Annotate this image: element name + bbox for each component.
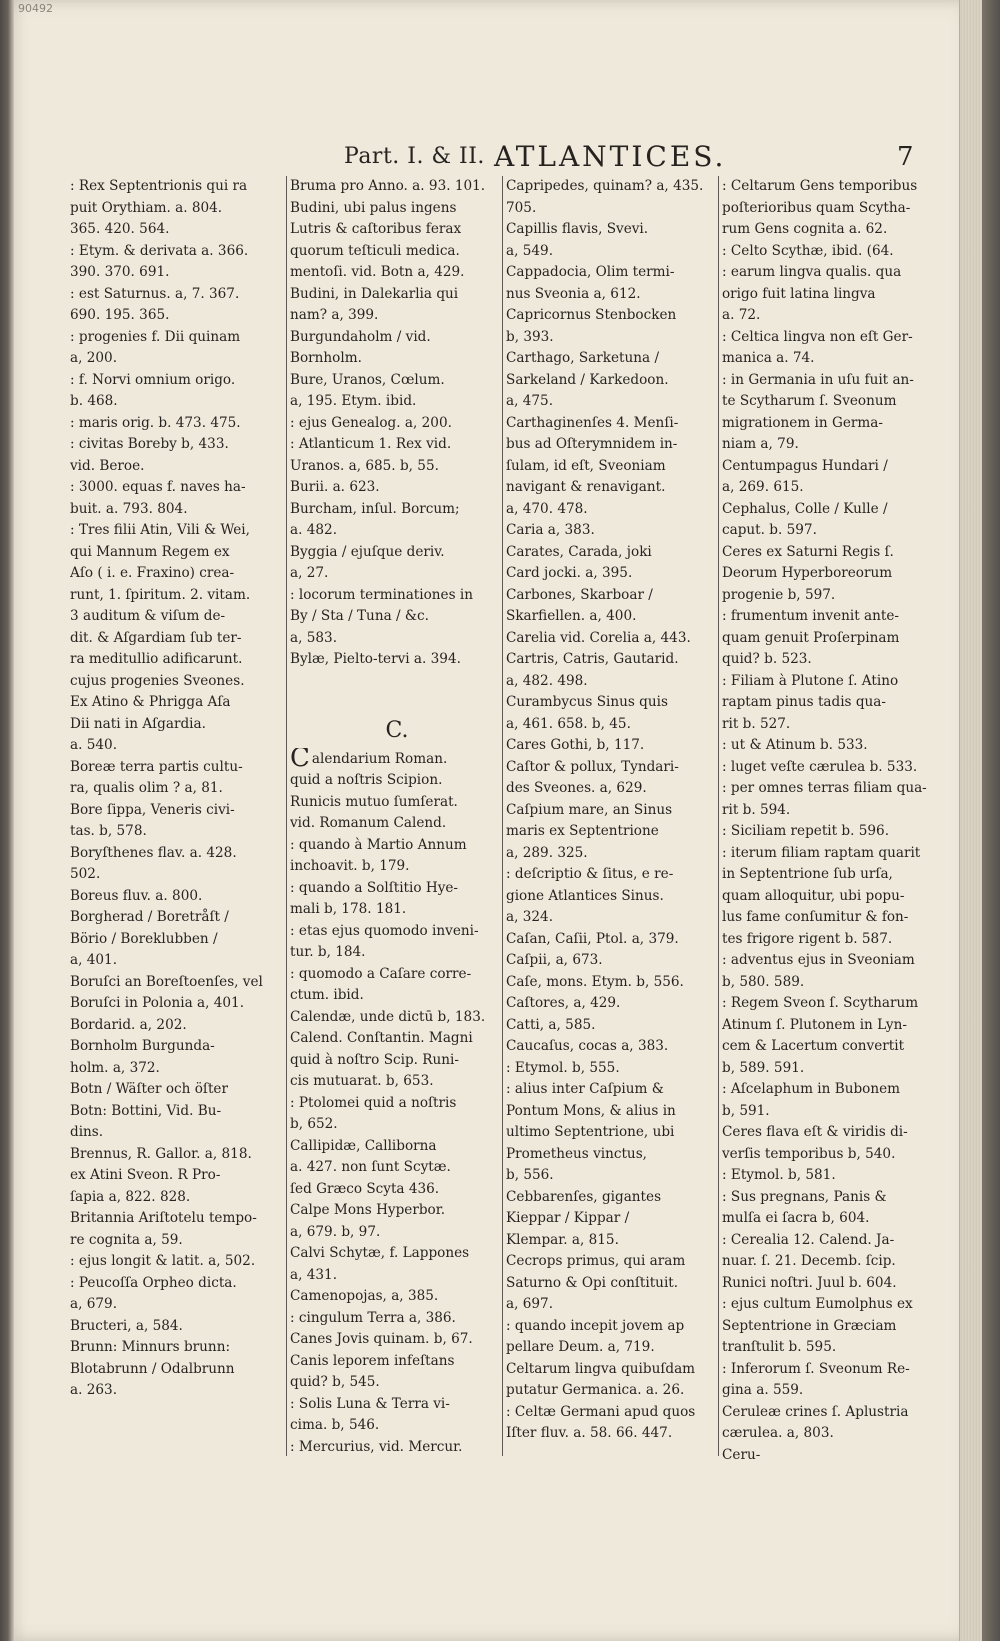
- index-line: [290, 748, 504, 771]
- index-line: : Aſcelaphum in Bubonem: [722, 1081, 901, 1097]
- index-line: : Tres filii Atin, Vili & Wei,: [70, 522, 250, 538]
- index-line: b. 468.: [70, 393, 118, 409]
- index-line: : locorum terminationes in: [290, 586, 473, 603]
- index-line: Kieppar / Kippar /: [506, 1210, 630, 1226]
- index-line: ultimo Septentrione, ubi: [506, 1124, 675, 1140]
- index-line: Carthaginenſes 4. Menſi-: [506, 414, 679, 431]
- index-line: rum Gens cognita a. 62.: [722, 221, 888, 237]
- index-line: : Solis Luna & Terra vi-: [290, 1395, 450, 1412]
- index-line: Boruſci an Boreſtoenſes, vel: [70, 973, 263, 990]
- index-line: buit. a. 793. 804.: [70, 500, 188, 517]
- index-line: Caſpii, a, 673.: [506, 952, 603, 968]
- column-rule: [286, 176, 287, 1456]
- index-line: a, 679.: [70, 1296, 118, 1312]
- index-line: Ceruleæ crines ſ. Aplustria: [722, 1403, 909, 1420]
- index-line: Bylæ, Pielto-tervi a. 394.: [290, 651, 461, 667]
- index-line: : Peucoſſa Orpheo dicta.: [70, 1274, 237, 1291]
- index-line: Carates, Carada, joki: [506, 543, 652, 560]
- index-line: : ejus longit & latit. a, 502.: [70, 1253, 256, 1269]
- index-line: ſed Græco Scyta 436.: [290, 1180, 440, 1197]
- index-line: quid? b. 523.: [722, 651, 812, 667]
- index-line: : quando incepit jovem ap: [506, 1317, 685, 1334]
- index-line: Calvi Schytæ, f. Lappones: [290, 1245, 470, 1261]
- index-line: Ceres flava eſt & viridis di-: [722, 1124, 908, 1140]
- index-line: Byggia / ejuſque deriv.: [290, 543, 445, 560]
- index-column-4: [722, 176, 936, 1466]
- index-line: in Septentrione ſub urſa,: [722, 866, 893, 882]
- index-line: : f. Norvi omnium origo.: [70, 371, 236, 388]
- index-line: b, 556.: [506, 1167, 554, 1183]
- index-line: a, 549.: [506, 242, 554, 259]
- index-line: quam genuit Proſerpinam: [722, 629, 900, 646]
- index-line: Celtarum lingva quibuſdam: [506, 1360, 696, 1377]
- index-line: : Sus pregnans, Panis &: [722, 1188, 887, 1205]
- index-line: Canis leporem infeſtans: [290, 1352, 455, 1369]
- index-line: quid à noſtro Scip. Runi-: [290, 1051, 459, 1068]
- index-line: putatur Germanica. a. 26.: [506, 1382, 685, 1398]
- running-head: [334, 138, 934, 172]
- index-line: niam a, 79.: [722, 436, 799, 452]
- index-line: b, 652.: [290, 1116, 338, 1132]
- index-line: By / Sta / Tuna / &c.: [290, 608, 429, 624]
- index-line: quid a noſtris Scipion.: [290, 772, 443, 788]
- index-line: : Rex Septentrionis qui ra: [70, 178, 248, 194]
- index-line: a. 263.: [70, 1382, 118, 1398]
- index-line: ex Atini Sveon. R Pro-: [70, 1167, 221, 1183]
- index-line: Capillis flavis, Svevi.: [506, 221, 649, 237]
- index-line: lus fame conſumitur & fon-: [722, 909, 909, 925]
- book-page: [14, 0, 982, 1641]
- index-line: Bornholm Burgunda-: [70, 1038, 215, 1054]
- index-line: : quando à Martio Annum: [290, 836, 467, 853]
- page-number: 7: [897, 142, 914, 172]
- index-line: a, 27.: [290, 565, 329, 581]
- index-line: : Cerealia 12. Calend. Ja-: [722, 1231, 895, 1248]
- index-line: Skarfiellen. a, 400.: [506, 608, 637, 624]
- index-line: Boreæ terra partis cultu-: [70, 758, 243, 775]
- index-line: b, 589. 591.: [722, 1059, 805, 1076]
- index-line: a, 470. 478.: [506, 500, 588, 517]
- index-line: a, 200.: [70, 350, 118, 366]
- index-line: holm. a, 372.: [70, 1059, 160, 1076]
- index-line: b, 393.: [506, 328, 554, 345]
- index-column-1: [70, 176, 284, 1402]
- index-line: 502.: [70, 866, 101, 882]
- index-line: Runicis mutuo ſumſerat.: [290, 793, 458, 810]
- index-line: Dii nati in Aſgardia.: [70, 715, 206, 732]
- index-line: caput. b. 597.: [722, 522, 817, 538]
- index-line: : Filiam à Plutone ſ. Atino: [722, 672, 899, 689]
- drop-cap-rest: alendarium Roman.: [311, 750, 448, 767]
- index-line: ſapia a, 822. 828.: [70, 1188, 191, 1205]
- index-line: [290, 671, 504, 693]
- drop-cap: C: [290, 747, 310, 770]
- index-line: Cecrops primus, qui aram: [506, 1253, 686, 1269]
- index-line: Caria a, 383.: [506, 522, 595, 538]
- index-line: ra meditullio adificarunt.: [70, 651, 243, 667]
- index-line: a. 427. non ſunt Scytæ.: [290, 1159, 451, 1175]
- index-line: a, 461. 658. b, 45.: [506, 715, 631, 732]
- index-line: Cares Gothi, b, 117.: [506, 737, 645, 753]
- index-line: vid. Beroe.: [70, 457, 145, 474]
- index-line: Cebbarenſes, gigantes: [506, 1188, 662, 1205]
- index-line: raptam pinus tadis qua-: [722, 694, 887, 710]
- index-line: Canes Jovis quinam. b, 67.: [290, 1331, 473, 1347]
- index-line: a, 195. Etym. ibid.: [290, 393, 417, 409]
- index-line: Botn / Wäſter och öſter: [70, 1081, 228, 1097]
- index-line: quid? b, 545.: [290, 1374, 380, 1390]
- section-letter: C.: [385, 717, 409, 743]
- index-line: Budini, ubi palus ingens: [290, 199, 457, 216]
- running-head-part: Part. I. & II.: [344, 144, 485, 169]
- index-line: origo fuit latina lingva: [722, 285, 876, 302]
- index-line: b, 591.: [722, 1102, 770, 1119]
- index-line: Carthago, Sarketuna /: [506, 350, 660, 366]
- index-line: mentoſi. vid. Botn a, 429.: [290, 264, 465, 280]
- index-line: Bure, Uranos, Cœlum.: [290, 371, 445, 388]
- running-head-title: ATLANTICES.: [494, 140, 727, 173]
- index-line: Boruſci in Polonia a, 401.: [70, 995, 245, 1011]
- index-line: Calendæ, unde dictū b, 183.: [290, 1008, 486, 1025]
- index-line: : Etym. & derivata a. 366.: [70, 242, 249, 259]
- index-line: : Celtica lingva non eſt Ger-: [722, 328, 913, 345]
- index-line: puit Orythiam. a. 804.: [70, 199, 223, 216]
- index-line: : ejus Genealog. a, 200.: [290, 414, 452, 431]
- index-line: pellare Deum. a, 719.: [506, 1339, 655, 1355]
- index-line: 690. 195. 365.: [70, 307, 170, 323]
- index-line: vid. Romanum Calend.: [290, 815, 447, 831]
- index-line: inchoavit. b, 179.: [290, 858, 410, 874]
- index-line: dit. & Aſgardiam ſub ter-: [70, 629, 242, 646]
- index-line: Caſpium mare, an Sinus: [506, 801, 673, 818]
- index-line: Bructeri, a, 584.: [70, 1317, 183, 1334]
- index-line: Catti, a, 585.: [506, 1016, 596, 1033]
- index-line: Bordarid. a, 202.: [70, 1016, 187, 1033]
- index-line: Börio / Boreklubben /: [70, 930, 218, 947]
- index-line: : frumentum invenit ante-: [722, 608, 899, 624]
- index-line: : Etymol. b, 581.: [722, 1167, 836, 1183]
- index-line: Calpe Mons Hyperbor.: [290, 1202, 446, 1218]
- index-line: cærulea. a, 803.: [722, 1425, 834, 1441]
- index-line: : est Saturnus. a, 7. 367.: [70, 285, 240, 302]
- index-line: : alius inter Caſpium &: [506, 1081, 664, 1097]
- index-line: bus ad Oſterymnidem in-: [506, 436, 678, 452]
- index-line: : iterum filiam raptam quarit: [722, 844, 921, 861]
- index-line: Klempar. a, 815.: [506, 1231, 619, 1248]
- index-line: Deorum Hyperboreorum: [722, 565, 893, 581]
- index-line: 3 auditum & viſum de-: [70, 608, 226, 624]
- index-line: Ceru-: [722, 1446, 761, 1463]
- index-line: mulſa ei ſacra b, 604.: [722, 1210, 870, 1226]
- index-line: : progenies f. Dii quinam: [70, 328, 241, 345]
- index-line: : cingulum Terra a, 386.: [290, 1309, 456, 1326]
- index-line: Britannia Ariſtotelu tempo-: [70, 1210, 257, 1226]
- index-line: a. 72.: [722, 307, 761, 323]
- index-line: : Celto Scythæ, ibid. (64.: [722, 242, 894, 259]
- index-line: dins.: [70, 1124, 104, 1140]
- index-line: ſulam, id eſt, Sveoniam: [506, 457, 666, 474]
- index-line: : quomodo a Caſare corre-: [290, 965, 472, 982]
- index-line: a. 482.: [290, 522, 338, 538]
- index-line: : maris orig. b. 473. 475.: [70, 414, 241, 431]
- index-line: Boreus fluv. a. 800.: [70, 887, 203, 904]
- index-line: Calend. Conſtantin. Magni: [290, 1030, 473, 1046]
- index-line: a, 289. 325.: [506, 844, 588, 861]
- index-line: Caſtor & pollux, Tyndari-: [506, 758, 679, 775]
- index-line: : in Germania in uſu fuit an-: [722, 371, 914, 388]
- index-line: ra, qualis olim ? a, 81.: [70, 780, 223, 796]
- index-line: Capricornus Stenbocken: [506, 307, 677, 323]
- index-line: a, 679. b, 97.: [290, 1223, 381, 1240]
- index-line: : etas ejus quomodo inveni-: [290, 922, 479, 939]
- index-line: [290, 692, 504, 714]
- index-line: Pontum Mons, & alius in: [506, 1102, 676, 1119]
- index-line: gione Atlantices Sinus.: [506, 887, 664, 904]
- index-line: nus Sveonia a, 612.: [506, 285, 641, 302]
- index-line: Capripedes, quinam? a, 435.: [506, 178, 704, 194]
- index-line: verſis temporibus b, 540.: [722, 1145, 896, 1162]
- index-line: : 3000. equas f. naves ha-: [70, 479, 246, 495]
- index-line: progenie b, 597.: [722, 586, 836, 603]
- index-line: poſterioribus quam Scytha-: [722, 199, 911, 216]
- index-line: a, 269. 615.: [722, 479, 804, 495]
- index-line: : Etymol. b, 555.: [506, 1059, 620, 1076]
- index-line: : quando a Solſtitio Hye-: [290, 879, 459, 896]
- index-line: Saturno & Opi conſtituit.: [506, 1274, 679, 1291]
- index-line: a, 583.: [290, 629, 338, 646]
- index-line: tas. b, 578.: [70, 823, 147, 839]
- index-line: mali b, 178. 181.: [290, 901, 407, 917]
- index-column-2: [290, 176, 504, 1458]
- index-line: a, 475.: [506, 393, 554, 409]
- index-line: Caſan, Caſii, Ptol. a, 379.: [506, 930, 679, 947]
- index-line: quorum teſticuli medica.: [290, 242, 460, 259]
- index-line: Burii. a. 623.: [290, 479, 380, 495]
- index-line: maris ex Septentrione: [506, 823, 659, 839]
- index-line: Cartris, Catris, Gautarid.: [506, 651, 679, 667]
- column-rule: [718, 176, 719, 1456]
- index-line: cima. b, 546.: [290, 1417, 380, 1433]
- index-line: cem & Lacertum convertit: [722, 1038, 905, 1054]
- index-line: Caſtores, a, 429.: [506, 995, 621, 1011]
- index-line: Caucaſus, cocas a, 383.: [506, 1038, 669, 1054]
- index-line: nam? a, 399.: [290, 307, 379, 323]
- index-line: : ut & Atinum b. 533.: [722, 737, 868, 753]
- index-line: Prometheus vinctus,: [506, 1145, 647, 1162]
- index-line: : Siciliam repetit b. 596.: [722, 823, 890, 839]
- index-line: Curambycus Sinus quis: [506, 694, 668, 710]
- index-line: Botn: Bottini, Vid. Bu-: [70, 1102, 222, 1119]
- index-line: quam alloquitur, ubi popu-: [722, 887, 905, 904]
- index-line: 365. 420. 564.: [70, 221, 170, 237]
- index-line: Iſter fluv. a. 58. 66. 447.: [506, 1425, 673, 1441]
- index-line: tur. b, 184.: [290, 944, 366, 960]
- page-edge: [959, 0, 982, 1641]
- index-line: : Atlanticum 1. Rex vid.: [290, 436, 452, 452]
- index-line: cujus progenies Sveones.: [70, 672, 245, 689]
- index-line: : adventus ejus in Sveoniam: [722, 952, 915, 968]
- index-line: Burcham, inſul. Borcum;: [290, 500, 460, 517]
- index-line: Atinum ſ. Plutonem in Lyn-: [722, 1016, 907, 1033]
- index-line: : luget veſte cærulea b. 533.: [722, 758, 918, 775]
- index-line: Caſe, mons. Etym. b, 556.: [506, 973, 684, 990]
- index-column-3: [506, 176, 718, 1445]
- index-line: Septentrione in Græciam: [722, 1317, 897, 1334]
- index-line: b, 580. 589.: [722, 973, 805, 990]
- index-line: 705.: [506, 199, 537, 216]
- index-line: gina a. 559.: [722, 1382, 804, 1398]
- index-line: Ex Atino & Phrigga Aſa: [70, 694, 231, 710]
- index-line: : civitas Boreby b, 433.: [70, 436, 229, 452]
- index-line: a, 697.: [506, 1296, 554, 1312]
- index-line: : per omnes terras filiam qua-: [722, 780, 927, 796]
- index-line: Sarkeland / Karkedoon.: [506, 371, 669, 388]
- index-line: Bornholm.: [290, 350, 362, 366]
- index-line: Lutris & caſtoribus ferax: [290, 221, 462, 237]
- index-line: Borgherad / Boretråſt /: [70, 909, 229, 925]
- index-line: Brennus, R. Gallor. a, 818.: [70, 1145, 252, 1162]
- index-line: tranſtulit b. 595.: [722, 1339, 837, 1355]
- index-line: ctum. ibid.: [290, 987, 364, 1003]
- index-line: Brunn: Minnurs brunn:: [70, 1339, 231, 1355]
- index-line: Blotabrunn / Odalbrunn: [70, 1360, 235, 1377]
- index-line: runt, 1. ſpiritum. 2. vitam.: [70, 586, 251, 603]
- index-line: cis mutuarat. b, 653.: [290, 1073, 434, 1089]
- index-line: Carelia vid. Corelia a, 443.: [506, 629, 691, 646]
- index-line: Camenopojas, a, 385.: [290, 1288, 439, 1304]
- index-line: Bore ſippa, Veneris civi-: [70, 801, 235, 818]
- index-line: Uranos. a, 685. b, 55.: [290, 457, 439, 474]
- index-line: rit b. 527.: [722, 715, 791, 732]
- index-line: Callipidæ, Calliborna: [290, 1137, 437, 1154]
- index-line: Aſo ( i. e. Fraxino) crea-: [70, 565, 235, 581]
- index-line: Cappadocia, Olim termi-: [506, 264, 675, 280]
- index-line: qui Mannum Regem ex: [70, 543, 230, 560]
- index-line: Ceres ex Saturni Regis ſ.: [722, 543, 894, 560]
- index-line: tes frigore rigent b. 587.: [722, 930, 893, 947]
- index-line: a, 431.: [290, 1266, 338, 1283]
- index-line: : Regem Sveon ſ. Scytharum: [722, 995, 919, 1011]
- index-line: des Sveones. a, 629.: [506, 780, 647, 796]
- index-line: a, 482. 498.: [506, 672, 588, 689]
- index-line: : Mercurius, vid. Mercur.: [290, 1438, 463, 1455]
- index-line: Card jocki. a, 395.: [506, 565, 633, 581]
- index-line: a, 401.: [70, 952, 118, 968]
- index-line: nuar. ſ. 21. Decemb. ſcip.: [722, 1253, 896, 1269]
- index-line: : Celtæ Germani apud quos: [506, 1403, 696, 1420]
- index-line: 390. 370. 691.: [70, 264, 170, 280]
- index-line: a, 324.: [506, 909, 554, 925]
- index-line: navigant & renavigant.: [506, 479, 666, 495]
- index-line: : Ptolomei quid a noſtris: [290, 1094, 457, 1111]
- index-line: Cephalus, Colle / Kulle /: [722, 500, 888, 517]
- index-line: Centumpagus Hundari /: [722, 457, 888, 474]
- library-mark: 90492: [18, 2, 53, 15]
- index-line: Carbones, Skarboar /: [506, 586, 653, 603]
- index-line: Burgundaholm / vid.: [290, 328, 431, 345]
- index-line: Budini, in Dalekarlia qui: [290, 285, 459, 302]
- index-line: Runici noſtri. Juul b. 604.: [722, 1274, 897, 1291]
- index-line: Bruma pro Anno. a. 93. 101.: [290, 178, 486, 194]
- index-line: : Inferorum ſ. Sveonum Re-: [722, 1360, 910, 1377]
- index-line: : Celtarum Gens temporibus: [722, 178, 918, 194]
- index-line: : earum lingva qualis. qua: [722, 264, 902, 280]
- index-line: rit b. 594.: [722, 801, 791, 818]
- index-line: te Scytharum ſ. Sveonum: [722, 393, 897, 409]
- index-line: a. 540.: [70, 737, 118, 753]
- index-line: Boryſthenes flav. a. 428.: [70, 844, 237, 861]
- index-line: migrationem in Germa-: [722, 414, 883, 431]
- index-line: manica a. 74.: [722, 350, 815, 366]
- index-line: : deſcriptio & ſitus, e re-: [506, 866, 674, 882]
- index-line: re cognita a, 59.: [70, 1231, 183, 1248]
- index-line: : ejus cultum Eumolphus ex: [722, 1296, 913, 1312]
